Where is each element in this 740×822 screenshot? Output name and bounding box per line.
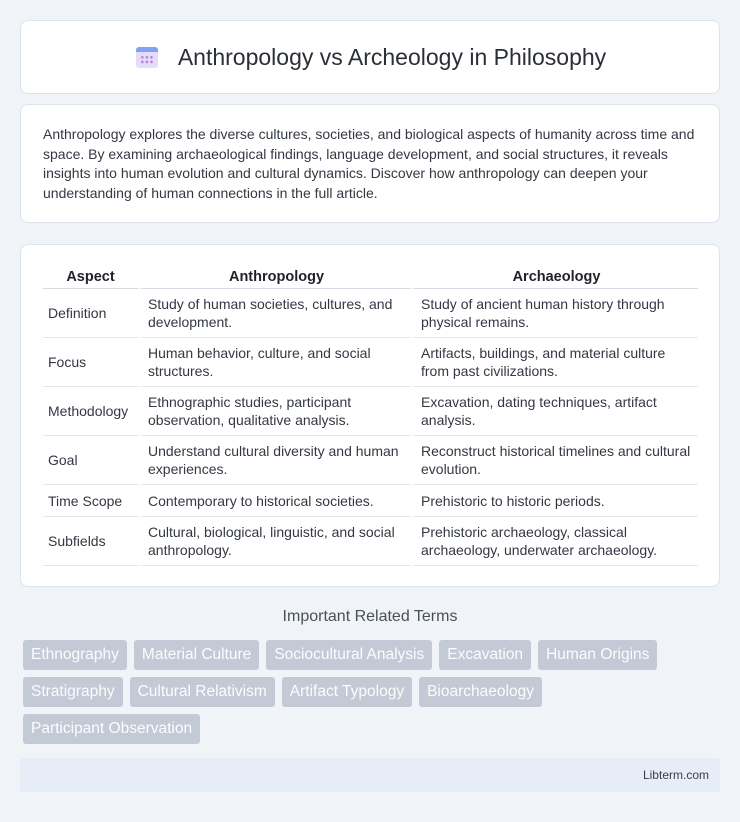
- archaeology-cell: Artifacts, buildings, and material culture from past civilizations.: [411, 338, 698, 387]
- table-row: [43, 485, 698, 517]
- related-term-tag[interactable]: Human Origins: [538, 640, 657, 670]
- comparison-card: [20, 244, 720, 587]
- table-row: [43, 517, 698, 566]
- related-term-tag[interactable]: Ethnography: [23, 640, 127, 670]
- related-term-tag[interactable]: Cultural Relativism: [130, 677, 275, 707]
- related-term-tag[interactable]: Participant Observation: [23, 714, 200, 744]
- archaeology-cell: Prehistoric to historic periods.: [411, 485, 698, 517]
- header-card: [20, 20, 720, 94]
- table-row: [43, 387, 698, 436]
- intro-card: [20, 104, 720, 223]
- related-terms-list: [23, 640, 713, 744]
- intro-text: Anthropology explores the diverse cultures, societies, and biological aspects of humanity across time and space. By examining archaeological findings, language development, and social structures, it reveals insights into human evolution and cultural dynamics. Discover how anthropology can deepen your understanding of human connections in the full article.: [43, 126, 695, 201]
- related-term-tag[interactable]: Excavation: [439, 640, 531, 670]
- anthropology-cell: Human behavior, culture, and social structures.: [138, 338, 411, 387]
- anthropology-cell: Ethnographic studies, participant observation, qualitative analysis.: [138, 387, 411, 436]
- anthropology-cell: Cultural, biological, linguistic, and social anthropology.: [138, 517, 411, 566]
- related-term-tag[interactable]: Material Culture: [134, 640, 259, 670]
- anthropology-cell: Contemporary to historical societies.: [138, 485, 411, 517]
- table-row: [43, 338, 698, 387]
- anthropology-cell: Study of human societies, cultures, and development.: [138, 289, 411, 338]
- footer-site-link[interactable]: Libterm.com: [642, 768, 709, 782]
- aspect-cell: Focus: [43, 338, 138, 387]
- column-header-anthropology: Anthropology: [138, 265, 411, 289]
- footer: [20, 758, 720, 792]
- table-row: [43, 289, 698, 338]
- comparison-table: [43, 265, 698, 566]
- aspect-cell: Methodology: [43, 387, 138, 436]
- aspect-cell: Time Scope: [43, 485, 138, 517]
- calendar-icon: [134, 44, 160, 70]
- related-terms-title: Important Related Terms: [282, 608, 458, 625]
- archaeology-cell: Excavation, dating techniques, artifact analysis.: [411, 387, 698, 436]
- archaeology-cell: Study of ancient human history through physical remains.: [411, 289, 698, 338]
- related-term-tag[interactable]: Artifact Typology: [282, 677, 412, 707]
- page-title: Anthropology vs Archeology in Philosophy: [177, 43, 607, 70]
- related-term-tag[interactable]: Sociocultural Analysis: [266, 640, 432, 670]
- anthropology-cell: Understand cultural diversity and human experiences.: [138, 436, 411, 485]
- archaeology-cell: Prehistoric archaeology, classical archaeology, underwater archaeology.: [411, 517, 698, 566]
- column-header-aspect: Aspect: [43, 265, 138, 289]
- related-term-tag[interactable]: Stratigraphy: [23, 677, 123, 707]
- column-header-archaeology: Archaeology: [411, 265, 698, 289]
- header-inner: [134, 44, 606, 71]
- archaeology-cell: Reconstruct historical timelines and cultural evolution.: [411, 436, 698, 485]
- aspect-cell: Definition: [43, 289, 138, 338]
- table-header-row: [43, 265, 698, 289]
- table-row: [43, 436, 698, 485]
- related-term-tag[interactable]: Bioarchaeology: [419, 677, 542, 707]
- aspect-cell: Subfields: [43, 517, 138, 566]
- aspect-cell: Goal: [43, 436, 138, 485]
